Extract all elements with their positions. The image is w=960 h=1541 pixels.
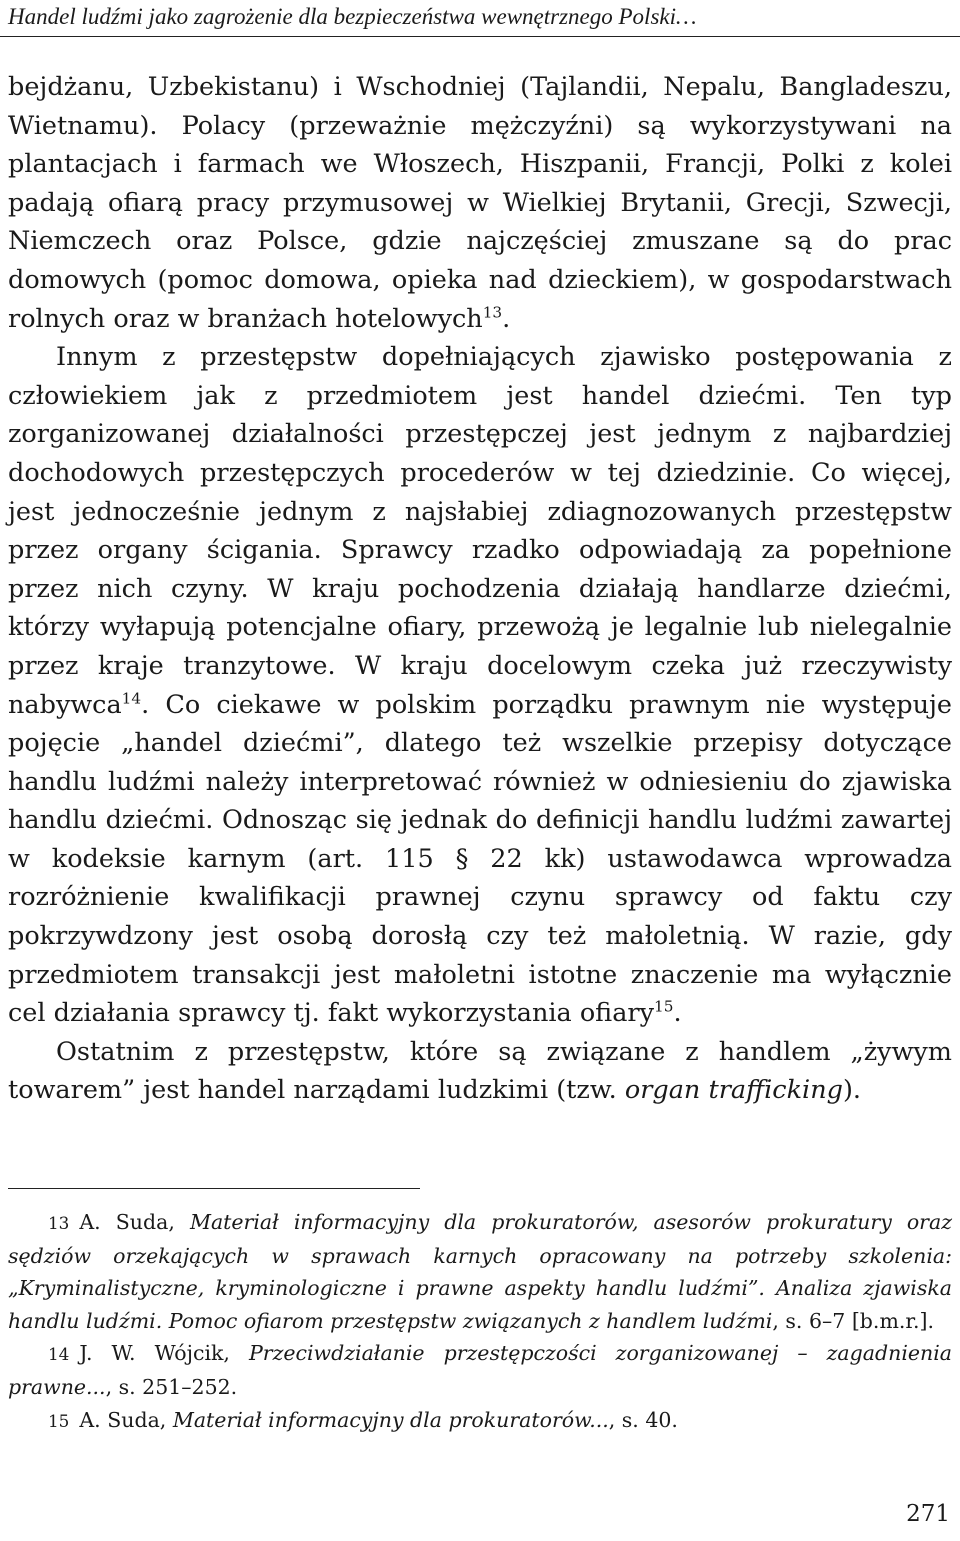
footnote-title: Materiał informacyjny dla prokuratorów, asesorów prokuratury oraz sędziów orzekających w sprawach karnych opracowany na potrzeby szkolenia: „Kryminalistyczne, kryminologiczne i prawne aspekty handlu ludźmi”. Analiza zjawiska handlu ludźmi. Pomoc ofiarom przestępstw związanych z handlem ludźmi bbox=[8, 1210, 953, 1333]
footnote-title: Materiał informacyjny dla prokuratorów... bbox=[172, 1407, 609, 1432]
footnote-ref-13[interactable]: 13 bbox=[482, 303, 503, 322]
paragraph-3 bbox=[8, 1033, 952, 1110]
footnote-number: 15 bbox=[48, 1410, 70, 1431]
paragraph-1-end: . bbox=[502, 303, 511, 334]
footnote-author: A. Suda, bbox=[79, 1210, 190, 1234]
footnote-citation: , s. 40. bbox=[608, 1407, 678, 1432]
paragraph-3-italic-term: organ trafficking bbox=[624, 1075, 843, 1106]
paragraph-2-text: Innym z przestępstw dopełniających zjawisko postępowania z człowiekiem jak z przedmiotem jest handel dziećmi. Ten typ zorganizowanej działalności przestępczej jest jednym z najbardziej dochodowych przestępczych procederów w tej dziedzinie. Co więcej, jest jednocześnie jednym z najsłabiej zdiagnozowanych przestępstw przez organy ścigania. Sprawcy rzadko odpowiadają za popełnione przez nich czyny. W kraju pochodzenia działają handlarze dziećmi, którzy wyłapują potencjalne ofiary, przewożą je legalnie lub nielegalnie przez kraje tranzytowe. W kraju docelowym czeka już rzeczywisty nabywca bbox=[8, 342, 952, 720]
footnote-number: 13 bbox=[48, 1213, 70, 1233]
footnote-citation: , s. 251–252. bbox=[105, 1374, 238, 1399]
footnote-separator bbox=[8, 1188, 420, 1189]
paragraph-3-text: Ostatnim z przestępstw, które są związane z handlem „żywym towarem” jest handel narządami ludzkimi (tzw. bbox=[8, 1036, 952, 1106]
footnote-15 bbox=[8, 1404, 952, 1438]
paragraph-2-end: . bbox=[673, 998, 682, 1029]
footnotes bbox=[8, 1206, 952, 1437]
footnote-citation: , s. 6–7 [b.m.r.]. bbox=[772, 1308, 934, 1333]
paragraph-2 bbox=[8, 338, 952, 1033]
paragraph-1 bbox=[8, 68, 952, 338]
footnote-ref-14[interactable]: 14 bbox=[121, 689, 142, 707]
footnote-number: 14 bbox=[48, 1344, 70, 1365]
main-text bbox=[8, 68, 952, 1110]
paragraph-3-end: ). bbox=[842, 1075, 862, 1106]
footnote-author: J. W. Wójcik, bbox=[79, 1341, 249, 1366]
paragraph-1-text: bejdżanu, Uzbekistanu) i Wschodniej (Tajlandii, Nepalu, Bangladeszu, Wietnamu). Polacy (przeważnie mężczyźni) są wykorzystywani na plantacjach i farmach we Włoszech, Hiszpanii, Francji, Polki z kolei padają ofiarą pracy przymusowej w Wielkiej Brytanii, Grecji, Szwecji, Niemczech oraz Polsce, gdzie najczęściej zmuszane są do prac domowych (pomoc domowa, opieka nad dzieckiem), w gospodarstwach rolnych oraz w branżach hotelowych bbox=[8, 72, 952, 334]
footnote-title: Przeciwdziałanie przestępczości zorganizowanej – zagadnienia prawne... bbox=[8, 1341, 952, 1399]
header-rule bbox=[0, 36, 960, 37]
footnote-author: A. Suda, bbox=[79, 1407, 173, 1432]
footnote-14 bbox=[8, 1337, 952, 1403]
footnote-ref-15[interactable]: 15 bbox=[654, 997, 674, 1016]
page-number: 271 bbox=[906, 1501, 950, 1527]
running-header: Handel ludźmi jako zagrożenie dla bezpieczeństwa wewnętrznego Polski… bbox=[8, 4, 697, 29]
footnote-13 bbox=[8, 1206, 952, 1337]
paragraph-2-text-cont: . Co ciekawe w polskim porządku prawnym nie występuje pojęcie „handel dziećmi”, dlatego też wszelkie przepisy dotyczące handlu ludźmi należy interpretować również w odniesieniu do zjawiska handlu dziećmi. Odnosząc się jednak do definicji handlu ludźmi zawartej w kodeksie karnym (art. 115 § 22 kk) ustawodawca wprowadza rozróżnienie kwalifikacji prawnej czynu sprawcy od faktu czy pokrzywdzony jest osobą dorosłą czy też małoletnią. W razie, gdy przedmiotem transakcji jest małoletni istotne znaczenie ma wyłącznie cel działania sprawcy tj. fakt wykorzystania ofiary bbox=[8, 689, 952, 1029]
